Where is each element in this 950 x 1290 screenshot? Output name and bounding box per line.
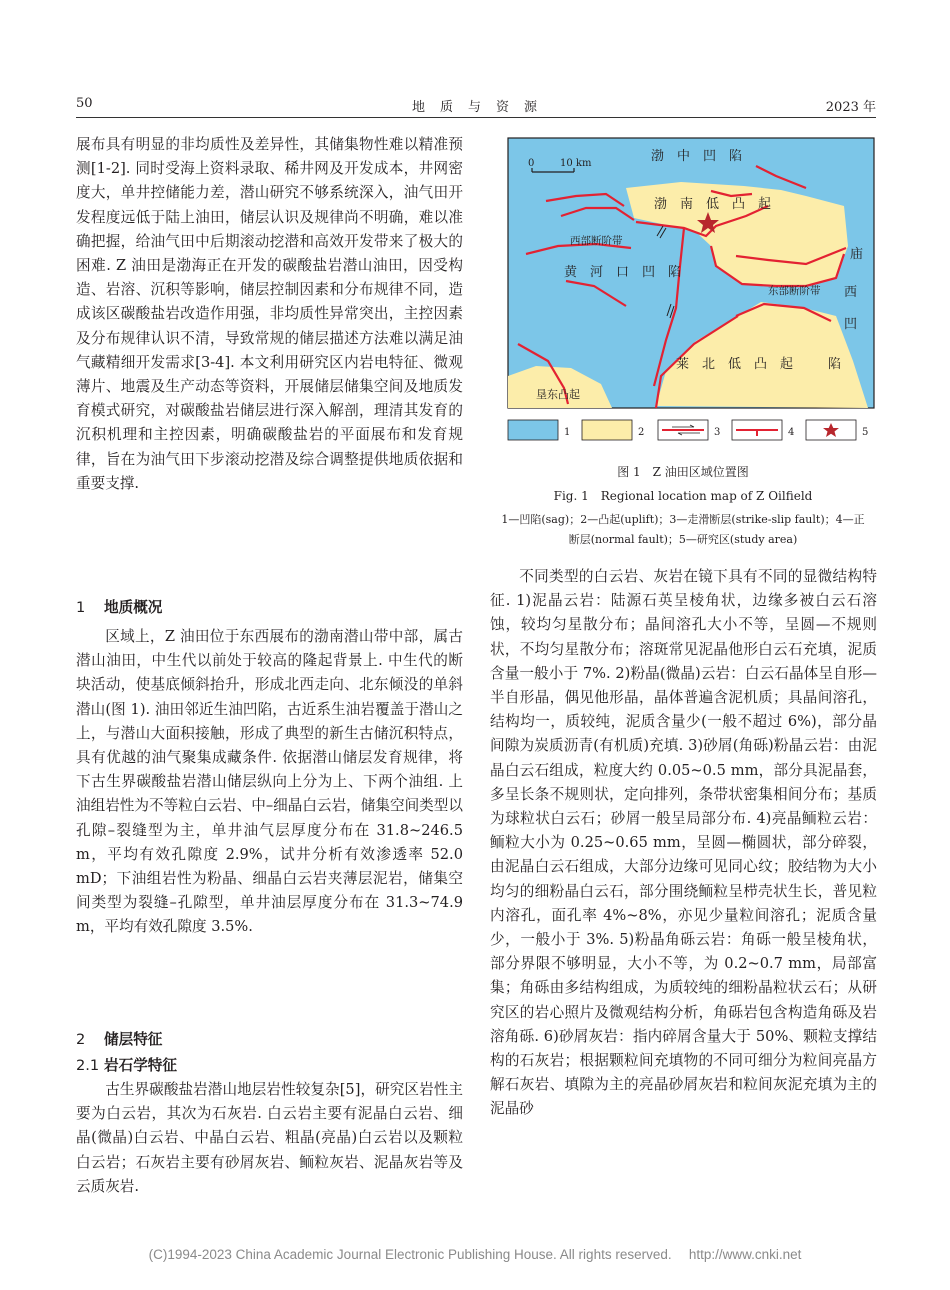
label-kendong-uplift: 垦东凸起 xyxy=(536,388,580,401)
label-ao: 凹 xyxy=(844,317,858,332)
map-legend xyxy=(508,420,868,440)
left-column-intro xyxy=(76,133,463,496)
section-2-number: 2 xyxy=(76,1031,86,1048)
section-2-1-title: 岩石学特征 xyxy=(104,1057,177,1074)
scale-ten-km: 10 km xyxy=(560,158,592,169)
section-1-paragraph: 区域上，Z 油田位于东西展布的渤南潜山带中部，属古潜山油田，中生代以前处于较高的隆起背景上. 中生代的断块活动，使基底倾斜抬升，形成北西走向、北东倾没的单斜潜山(图 1). 油田邻近生油凹陷，古近系生油岩覆盖于潜山之上，与潜山大面积接触，形成了典型的新生古储沉积特点，具有优越的油气聚集成藏条件. 依据潜山储层发育规律，将下古生界碳酸盐岩潜山储层纵向上分为上、下两个油组. 上油组岩性为不等粒白云岩、中–细晶白云岩，储集空间类型以孔隙–裂缝型为主，单井油气层厚度分布在 31.8~246.5 m，平均有效孔隙度 2.9%，试井分析有效渗透率 52.0 mD；下油组岩性为粉晶、细晶白云岩夹薄层泥岩，储集空间类型为裂缝–孔隙型，单井油层厚度分布在 31.3~74.9 m，平均有效孔隙度 3.5%. xyxy=(76,628,463,936)
section-2-1-heading xyxy=(76,1054,177,1075)
left-column-section21 xyxy=(76,1078,463,1199)
regional-map-figure xyxy=(506,136,876,451)
intro-paragraph: 展布具有明显的非均质性及差异性，其储集物性难以精准预测[1-2]. 同时受海上资料录取、稀井网及开发成本，井网密度大，单井控储能力差，潜山研究不够系统深入，油气田开发程度远低于陆上油田，储层认识及规律尚不明确，难以准确把握，给油气田中后期滚动挖潜和高效开发带来了极大的困难. Z 油田是渤海正在开发的碳酸盐岩潜山油田，因受构造、岩溶、沉积等影响，储层控制因素和分布规律不同，造成该区碳酸盐岩改造作用强，非均质性异常突出，主控因素及分布规律认识不清，导致常规的储层描述方法难以满足油气藏精细开发需求[3-4]. 本文利用研究区内岩电特征、微观薄片、地震及生产动态等资料，开展储层储集空间及地质发育模式研究，对碳酸盐岩储层进行深入解剖，理清其发育的沉积机理和主控因素，明确碳酸盐岩的平面展布和发育规律，旨在为油气田下步滚动挖潜及综合调整提供地质依据和重要支撑. xyxy=(76,136,463,492)
legend-3: 3 xyxy=(714,427,721,438)
legend-4: 4 xyxy=(788,427,795,438)
label-xian: 陷 xyxy=(828,357,842,372)
section-1-title: 地质概况 xyxy=(104,599,163,616)
section-2-1-paragraph: 古生界碳酸盐岩潜山地层岩性较复杂[5]，研究区岩性主要为白云岩，其次为石灰岩. 白云岩主要有泥晶白云岩、细晶(微晶)白云岩、中晶白云岩、粗晶(亮晶)白云岩以及颗粒白云岩；石灰岩主要有砂屑灰岩、鲕粒灰岩、泥晶灰岩等及云质灰岩. xyxy=(76,1081,463,1195)
label-west-fault-zone: 西部断阶带 xyxy=(570,235,623,247)
scale-zero: 0 xyxy=(528,158,535,169)
section-2-1-number: 2.1 xyxy=(76,1057,100,1074)
publication-year: 2023 年 xyxy=(825,100,876,115)
figure-legend-note-1: 1—凹陷(sag)；2—凸起(uplift)；3—走滑断层(strike-slip fault)；4—正 xyxy=(501,513,865,526)
legend-1: 1 xyxy=(564,427,571,438)
section-1-heading xyxy=(76,596,162,617)
microstructure-paragraph: 不同类型的白云岩、灰岩在镜下具有不同的显微结构特征. 1)泥晶云岩：陆源石英呈棱角状，边缘多被白云石溶蚀，较均匀星散分布；晶间溶孔大小不等，呈圆—不规则状，不均匀星散分布；溶斑常见泥晶他形白云石充填，泥质含量一般小于 7%. 2)粉晶(微晶)云岩：白云石晶体呈自形—半自形晶，偶见他形晶，晶体普遍含泥机质；具晶间溶孔，结构均一，质较纯，泥质含量少(一般不超过 6%)，部分晶间隙为炭质沥青(有机质)充填. 3)砂屑(角砾)粉晶云岩：由泥晶白云石组成，粒度大约 0.05~0.5 mm，部分具泥晶套，多呈长条不规则状，定向排列，条带状密集相间分布；基质为球粒状白云石；砂屑一般呈局部分布. 4)亮晶鲕粒云岩：鲕粒大小为 0.25~0.65 mm，呈圆—椭圆状，部分碎裂，由泥晶白云石组成，大部分边缘可见同心纹；胶结物为大小均匀的细粉晶白云石，部分围绕鲕粒呈栉壳状生长，普见粒内溶孔，面孔率 4%~8%，亦见少量粒间溶孔；泥质含量少，一般小于 3%. 5)粉晶角砾云岩：角砾一般呈棱角状，部分界限不够明显，大小不等，为 0.2~0.7 mm，局部富集；角砾由多结构组成，为质较纯的细粉晶粒状云石；从研究区的岩心照片及微观结构分析，角砾岩包含构造角砾及岩溶角砾. 6)砂屑灰岩：指内碎屑含量大于 50%、颗粒支撑结构的石灰岩；根据颗粒间充填物的不同可细分为粒间亮晶方解石灰岩、填隙为主的亮晶砂屑灰岩和粒间灰泥充填为主的泥晶砂 xyxy=(490,568,877,1118)
left-column-section1 xyxy=(76,625,463,940)
label-xi: 西 xyxy=(844,285,858,300)
label-laibei-uplift: 莱 北 低 凸 起 xyxy=(676,357,794,372)
legend-2: 2 xyxy=(638,427,645,438)
figure-caption-en: Fig. 1 Regional location map of Z Oilfield xyxy=(553,489,813,503)
legend-uplift-swatch xyxy=(582,420,632,440)
label-east-fault-zone: 东部断阶带 xyxy=(768,285,821,297)
section-2-heading xyxy=(76,1028,162,1049)
section-2-title: 储层特征 xyxy=(104,1031,163,1048)
header-rule xyxy=(76,117,876,118)
section-1-number: 1 xyxy=(76,599,86,616)
figure-legend-note-2: 断层(normal fault)；5—研究区(study area) xyxy=(568,533,798,546)
figure-caption-cn: 图 1 Z 油田区域位置图 xyxy=(617,465,749,479)
label-huanghekou-sag: 黄 河 口 凹 陷 xyxy=(564,265,682,280)
right-column-body xyxy=(490,565,877,1122)
label-bozhong-sag: 渤 中 凹 陷 xyxy=(651,149,743,164)
label-bonan-uplift: 渤 南 低 凸 起 xyxy=(654,197,772,212)
copyright-footer: (C)1994-2023 China Academic Journal Electronic Publishing House. All rights reserved. http://www.cnki.net xyxy=(148,1247,802,1262)
page-number: 50 xyxy=(76,96,93,111)
legend-sag-swatch xyxy=(508,420,558,440)
label-miao: 庙 xyxy=(850,247,864,262)
legend-5: 5 xyxy=(862,427,869,438)
journal-name: 地 质 与 资 源 xyxy=(411,100,538,115)
